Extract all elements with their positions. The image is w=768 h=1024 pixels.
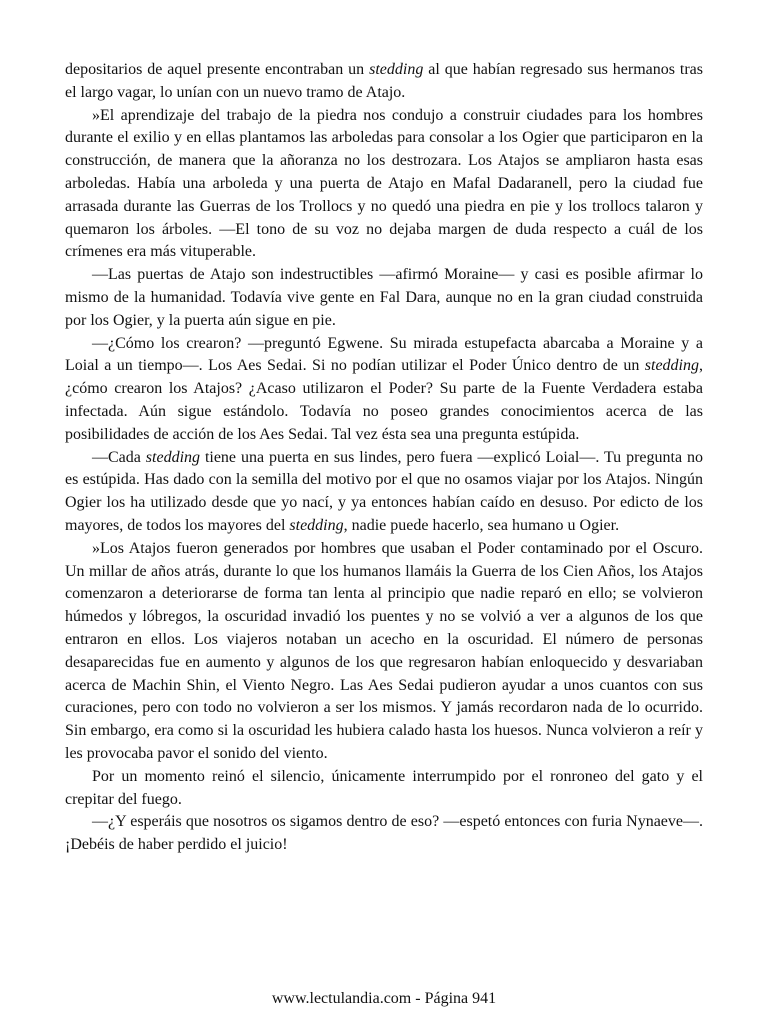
paragraph-1-segment-1: depositarios de aquel presente encontraban un	[65, 61, 370, 78]
paragraph-4	[65, 333, 703, 447]
paragraph-8	[65, 811, 703, 857]
page-body	[65, 59, 703, 857]
paragraph-4-segment-3: , ¿cómo crearon los Atajos? ¿Acaso utilizaron el Poder? Su parte de la Fuente Verdadera estaba infectada. Aún sigue estándolo. Todavía no poseo grandes conocimientos acerca de las posibilidades de acción de los Aes Sedai. Tal vez ésta sea una pregunta estúpida.	[65, 357, 703, 443]
paragraph-7	[65, 766, 703, 812]
paragraph-4-segment-2: stedding	[644, 357, 699, 375]
paragraph-5-segment-2: stedding	[145, 448, 201, 466]
paragraph-6-segment-1: »Los Atajos fueron generados por hombres que usaban el Poder contaminado por el Oscuro. Un millar de años atrás, durante lo que los humanos llamáis la Guerra de los Cien Años, los Atajos comenzaron a deteriorarse de forma tan lenta al principio que nadie reparó en ello; se volvieron húmedos y lóbregos, la oscuridad invadió los puentes y no se volvió a ver a algunos de los que entraron en ellos. Los viajeros notaban un acecho en la oscuridad. El número de personas desaparecidas fue en aumento y algunos de los que regresaron habían enloquecido y desvariaban acerca de Machin Shin, el Viento Negro. Las Aes Sedai pudieron ayudar a unos cuantos con sus curaciones, pero con todo no volvieron a ser los mismos. Y jamás recordaron nada de lo ocurrido. Sin embargo, era como si la oscuridad les hubiera calado hasta los huesos. Nunca volvieron a reír y les provocaba pavor el sonido del viento.	[65, 539, 703, 762]
paragraph-1-segment-3: al que habían regresado sus hermanos tras el largo vagar, lo unían con un nuevo tramo de Atajo.	[65, 61, 703, 101]
paragraph-3	[65, 264, 703, 332]
paragraph-1-segment-2: stedding	[369, 61, 424, 78]
paragraph-8-segment-1: —¿Y esperáis que nosotros os sigamos dentro de eso? —espetó entonces con furia Nynaeve—. ¡Debéis de haber perdido el juicio!	[65, 813, 703, 854]
paragraph-4-segment-1: —¿Cómo los crearon? —preguntó Egwene. Su mirada estupefacta abarcaba a Moraine y a Loial a un tiempo—. Los Aes Sedai. Si no podían utilizar el Poder Único dentro de un	[65, 334, 703, 375]
paragraph-5-segment-5: , nadie puede hacerlo, sea humano u Ogier.	[343, 516, 620, 534]
paragraph-2	[65, 105, 703, 265]
page-footer: www.lectulandia.com - Página 941	[271, 990, 497, 1007]
paragraph-5-segment-4: stedding	[289, 516, 344, 534]
paragraph-2-segment-1: »El aprendizaje del trabajo de la piedra nos condujo a construir ciudades para los hombres durante el exilio y en ellas plantamos las arboledas para consolar a los Ogier que participaron en la construcción, de manera que la añoranza no los destrozara. Los Atajos se ampliaron hasta esas arboledas. Había una arboleda y una puerta de Atajo en Mafal Dadaranell, pero la ciudad fue arrasada durante las Guerras de los Trollocs y no quedó una piedra en pie y los trollocs talaron y quemaron los árboles. —El tono de su voz no dejaba margen de duda respecto a cuál de los crímenes era más vituperable.	[65, 106, 703, 261]
paragraph-7-segment-1: Por un momento reinó el silencio, únicamente interrumpido por el ronroneo del gato y el crepitar del fuego.	[65, 767, 703, 808]
paragraph-1	[65, 59, 703, 105]
paragraph-5-segment-1: —Cada	[92, 448, 146, 466]
paragraph-6	[65, 538, 703, 766]
paragraph-5-segment-3: tiene una puerta en sus lindes, pero fuera —explicó Loial—. Tu pregunta no es estúpida. Has dado con la semilla del motivo por el que no osamos viajar por los Atajos. Ningún Ogier los ha utilizado desde que yo nací, y ya entonces habían caído en desuso. Por edicto de los mayores, de todos los mayores del	[65, 448, 703, 534]
paragraph-3-segment-1: —Las puertas de Atajo son indestructibles —afirmó Moraine— y casi es posible afirmar lo mismo de la humanidad. Todavía vive gente en Fal Dara, aunque no en la gran ciudad construida por los Ogier, y la puerta aún sigue en pie.	[65, 266, 703, 329]
paragraph-5	[65, 447, 703, 538]
